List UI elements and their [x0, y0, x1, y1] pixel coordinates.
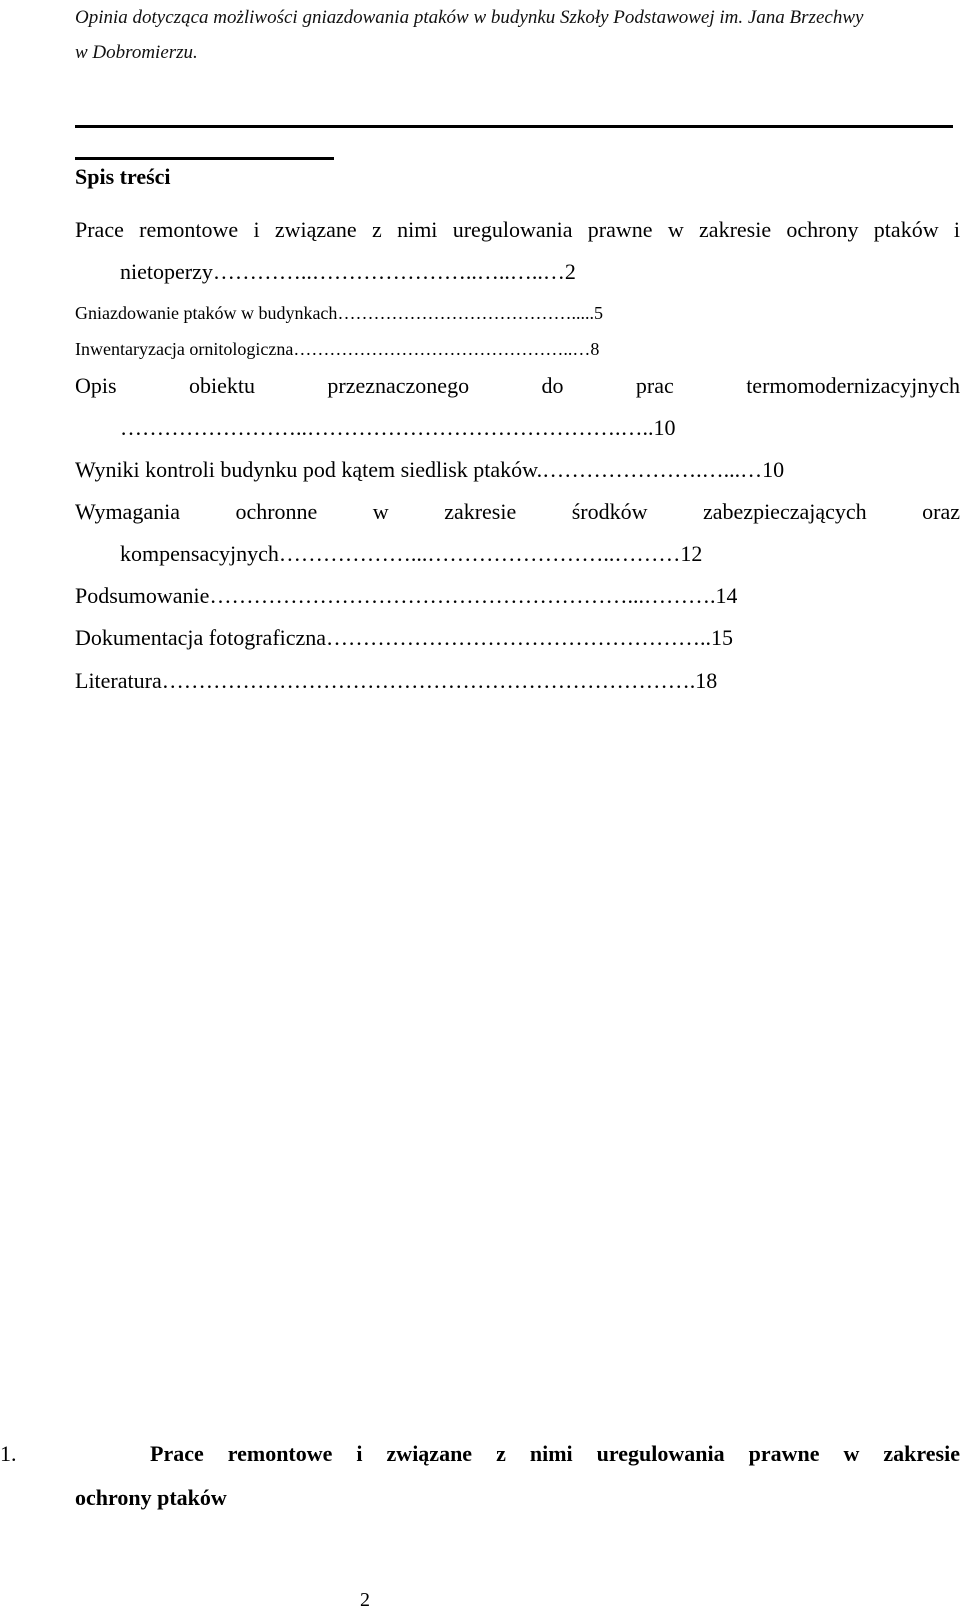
toc-page-number: 8: [590, 339, 600, 359]
toc-dot-leader: …………………………………………………...……….: [209, 583, 716, 608]
toc-entry-3[interactable]: [75, 334, 599, 364]
toc-page-number: 18: [695, 668, 718, 693]
toc-entry-label: Inwentaryzacja ornitologiczna: [75, 339, 294, 359]
page-number: 2: [360, 1589, 370, 1611]
toc-dot-leader: …………..…………………..…..…..…: [212, 259, 565, 284]
section-title-line-1: Prace remontowe i związane z nimi uregulowania prawne w zakresie: [150, 1441, 960, 1466]
toc-entry-label: Wyniki kontroli budynku pod kątem siedlisk ptaków.: [75, 457, 543, 482]
toc-entry-6-line2[interactable]: [120, 539, 702, 569]
toc-entry-8[interactable]: [75, 623, 733, 653]
document-header: [75, 0, 945, 70]
toc-entry-9[interactable]: [75, 666, 717, 696]
header-line-1: Opinia dotycząca możliwości gniazdowania ptaków w budynku Szkoły Podstawowej im. Jana Brzechwy: [75, 7, 864, 28]
toc-entry-4-line1[interactable]: Opis obiektu przeznaczonego do prac termomodernizacyjnych: [75, 373, 960, 398]
toc-entry-label: kompensacyjnych: [120, 541, 279, 566]
toc-entry-2[interactable]: [75, 298, 603, 328]
section-title-line-2: ochrony ptaków: [75, 1485, 227, 1510]
toc-dot-leader: ……………………………………………………………….: [161, 668, 696, 693]
toc-dot-leader: ……………………………………………..: [326, 625, 712, 650]
toc-entry-label: Gniazdowanie ptaków w budynkach: [75, 303, 338, 323]
toc-entry-5[interactable]: [75, 455, 784, 485]
toc-entry-1-line2[interactable]: [120, 257, 576, 287]
toc-entry-7[interactable]: [75, 581, 737, 611]
toc-title: Spis treści: [75, 164, 171, 189]
toc-dot-leader: ………………...……………………..………: [278, 541, 681, 566]
toc-page-number: 15: [711, 625, 734, 650]
section-number: 1.: [0, 1441, 17, 1466]
toc-page-number: 5: [593, 303, 603, 323]
toc-page-number: 10: [653, 415, 676, 440]
header-divider: [75, 125, 953, 128]
toc-entry-label: nietoperzy: [120, 259, 213, 284]
toc-page-number: 14: [715, 583, 738, 608]
toc-dot-leader: ………………………………….....: [337, 303, 594, 323]
toc-entry-1-line1[interactable]: Prace remontowe i związane z nimi uregulowania prawne w zakresie ochrony ptaków i: [75, 217, 960, 242]
toc-page-number: 10: [762, 457, 785, 482]
toc-entry-label: Dokumentacja fotograficzna: [75, 625, 327, 650]
toc-entry-4-line2[interactable]: [120, 413, 945, 443]
toc-entry-6-line1[interactable]: Wymagania ochronne w zakresie środków zabezpieczających oraz: [75, 499, 960, 524]
toc-dot-leader: ……………………..…………………………………….…..: [120, 415, 654, 440]
toc-page-number: 2: [564, 259, 576, 284]
toc-dot-leader: ………………….…...…: [542, 457, 763, 482]
toc-dot-leader: ………………………………………..…: [293, 339, 591, 359]
toc-title-rule: [75, 157, 334, 160]
toc-entry-label: Podsumowanie: [75, 583, 210, 608]
toc-page-number: 12: [680, 541, 703, 566]
header-line-2: w Dobromierzu.: [75, 42, 198, 63]
toc-entry-label: Literatura: [75, 668, 162, 693]
